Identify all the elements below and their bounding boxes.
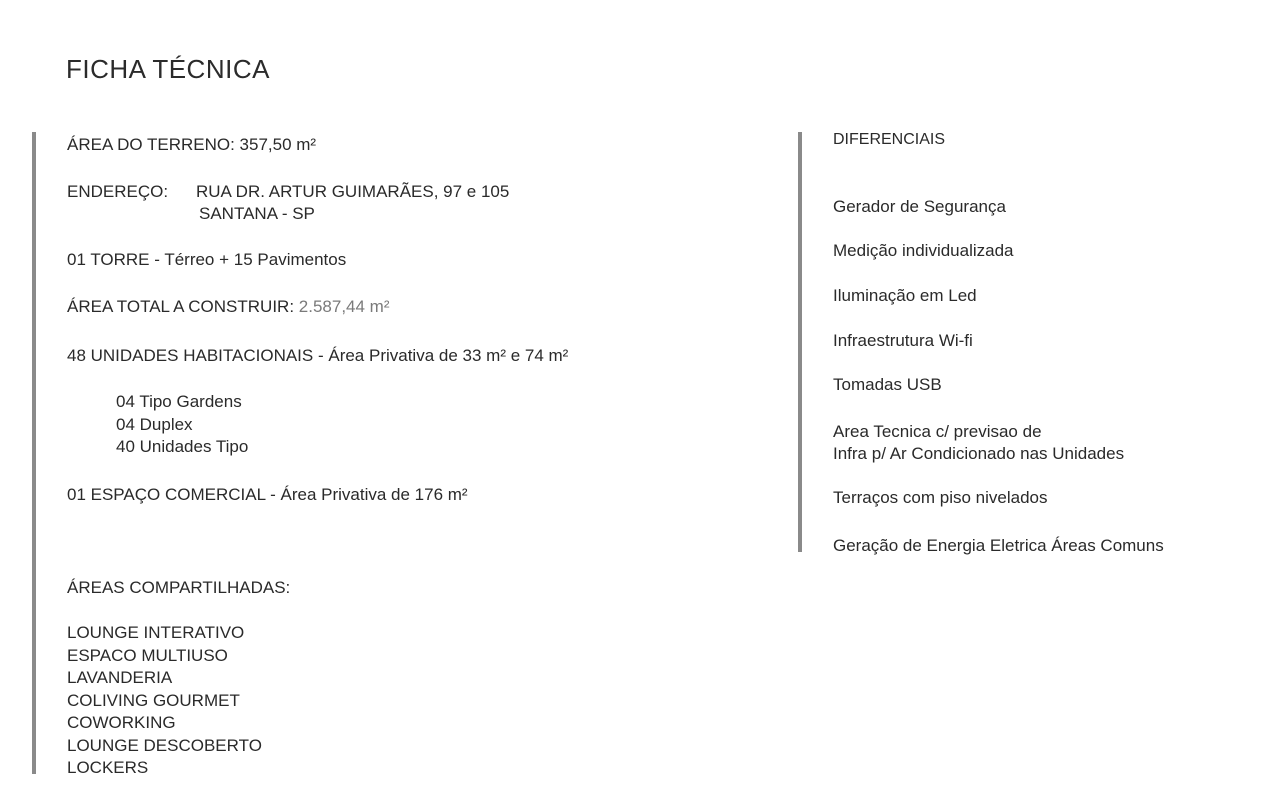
- list-item: LOUNGE INTERATIVO: [67, 623, 245, 642]
- diferencial-item: Area Tecnica c/ previsao de: [833, 422, 1042, 441]
- right-divider-bar: [798, 132, 802, 552]
- list-item: 04 Tipo Gardens: [116, 392, 242, 411]
- list-item: 04 Duplex: [116, 414, 193, 434]
- area-total-value: 2.587,44 m²: [298, 297, 390, 316]
- diferencial-item: Tomadas USB: [833, 375, 942, 394]
- endereco-line-1: RUA DR. ARTUR GUIMARÃES, 97 e 105: [196, 182, 510, 201]
- endereco-line-2: SANTANA - SP: [199, 204, 315, 223]
- diferencial-item: Infra p/ Ar Condicionado nas Unidades: [833, 444, 1125, 463]
- unidades-habitacionais: 48 UNIDADES HABITACIONAIS - Área Privativa de 33 m² e 74 m²: [67, 346, 569, 365]
- list-item: LOCKERS: [67, 758, 149, 777]
- left-divider-bar: [32, 132, 36, 774]
- list-item: COWORKING: [67, 713, 176, 732]
- page-title: FICHA TÉCNICA: [66, 54, 270, 84]
- areas-compartilhadas-list: [67, 622, 262, 780]
- area-total: [67, 296, 390, 318]
- list-item: COLIVING GOURMET: [67, 690, 240, 710]
- list-item: 40 Unidades Tipo: [116, 437, 249, 456]
- espaco-comercial: 01 ESPAÇO COMERCIAL - Área Privativa de 176 m²: [67, 485, 468, 504]
- list-item: LOUNGE DESCOBERTO: [67, 735, 262, 755]
- endereco-label: ENDEREÇO:: [67, 182, 169, 201]
- diferencial-item: Gerador de Segurança: [833, 197, 1006, 216]
- tipos-list: [116, 391, 248, 459]
- list-item: LAVANDERIA: [67, 668, 173, 687]
- areas-compartilhadas-label: ÁREAS COMPARTILHADAS:: [67, 578, 291, 597]
- area-terreno: ÁREA DO TERRENO: 357,50 m²: [67, 135, 317, 154]
- list-item: ESPACO MULTIUSO: [67, 645, 228, 665]
- diferencial-item: Iluminação em Led: [833, 286, 977, 305]
- diferencial-item: Terraços com piso nivelados: [833, 488, 1048, 507]
- area-total-label: ÁREA TOTAL A CONSTRUIR:: [67, 297, 299, 316]
- diferencial-item: Infraestrutura Wi-fi: [833, 331, 973, 350]
- diferenciais-heading: DIFERENCIAIS: [833, 131, 946, 148]
- diferencial-item: Geração de Energia Eletrica Áreas Comuns: [833, 536, 1164, 555]
- diferencial-item: Medição individualizada: [833, 241, 1014, 260]
- torre-info: 01 TORRE - Térreo + 15 Pavimentos: [67, 250, 347, 269]
